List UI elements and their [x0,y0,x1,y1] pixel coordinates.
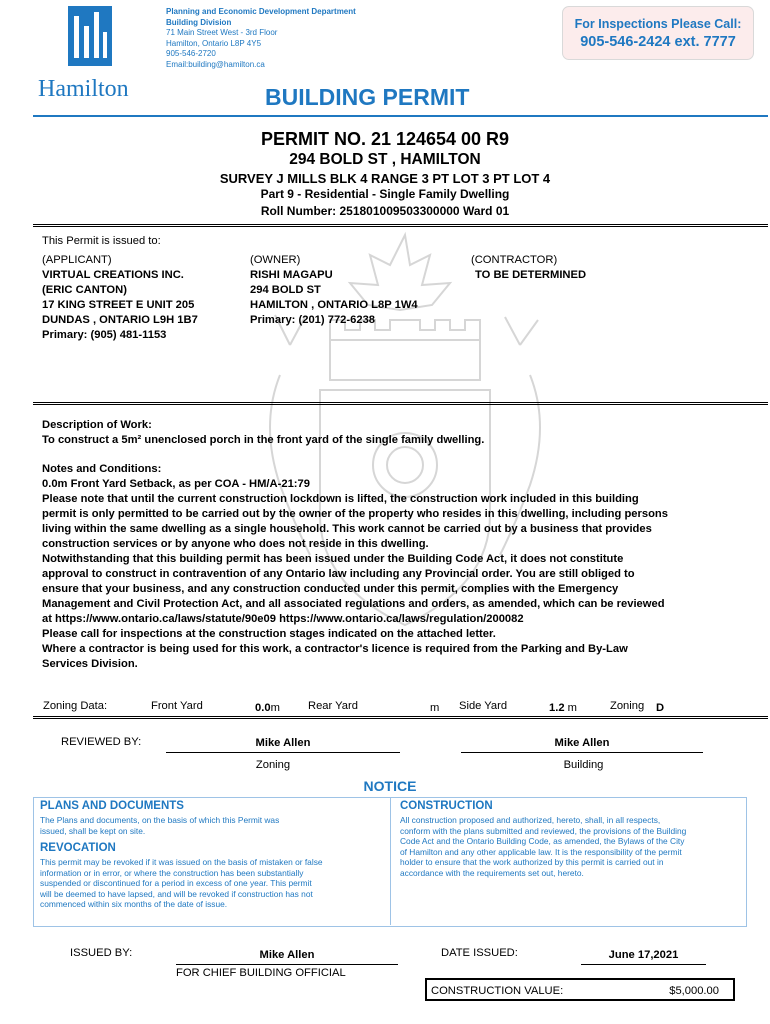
revocation-line: suspended or discontinued for a period in excess of one year. This permit [40,878,312,888]
note-line: living within the same dwelling as a single household. This work cannot be carried out by a business that provides [42,523,652,535]
construction-line: holder to ensure that the work authorized by this permit is carried out in [400,857,664,867]
zoning-reviewer-role: Zoning [255,759,291,771]
inspections-callout [562,6,754,60]
legal-description: SURVEY J MILLS BLK 4 RANGE 3 PT LOT 3 PT LOT 4 [219,171,551,186]
contractor-block [471,253,586,283]
plans-line: issued, shall be kept on site. [40,825,146,836]
construction-line: of Hamilton and any other applicable law. It is the responsibility of the permit [400,846,682,857]
date-line [581,964,706,965]
owner-line: HAMILTON , ONTARIO L8P 1W4 [250,299,418,311]
note-line: permit is only permitted to be carried out by the owner of the property who resides in this dwelling, including persons [42,508,668,520]
note-line: Services Division. [42,658,138,670]
revocation-line: information or in error, or where the construction has been substantially [40,867,304,878]
building-reviewer-name: Mike Allen [554,737,610,749]
note-line: Please call for inspections at the construction stages indicated on the attached letter. [42,628,496,640]
divider [33,402,768,403]
signature-line [461,752,703,753]
department-address [166,7,356,70]
construction-line: accordance with the requirements set out, hereto. [400,867,584,878]
divider [33,404,768,405]
permit-class: Part 9 - Residential - Single Family Dwelling [260,187,510,201]
roll-number: Roll Number: 251801009503300000 Ward 01 [260,204,510,218]
construction-value-box [425,978,735,1001]
divider [33,226,768,227]
applicant-line: (ERIC CANTON) [42,284,127,296]
notice-divider [390,797,391,925]
notes-body [42,477,762,672]
applicant-block [42,253,198,343]
zoning-reviewer-name: Mike Allen [255,737,311,749]
title-divider [33,115,768,117]
department-name: Planning and Economic Development Department [166,7,356,16]
revocation-line: This permit may be revoked if it was issued on the basis of mistaken or false [40,857,323,867]
hamilton-logo [30,6,150,106]
owner-line: RISHI MAGAPU [250,269,333,281]
date-issued-label: DATE ISSUED: [441,947,518,959]
plans-section [40,800,385,910]
email-line: Email:building@hamilton.ca [166,59,265,69]
issuer-name: Mike Allen [259,949,315,961]
issuer-title: FOR CHIEF BUILDING OFFICIAL [176,967,346,979]
signature-line [176,964,398,965]
description-text: To construct a 5m² unenclosed porch in the front yard of the single family dwelling. [42,434,485,446]
building-reviewer-role: Building [563,759,604,771]
note-line: ensure that your business, and any construction conducted under this permit, complies with the Emergency [42,583,619,595]
zoning-label: Zoning Data: [43,700,108,712]
zoning-code-value: D [656,702,665,714]
applicant-line: VIRTUAL CREATIONS INC. [42,269,184,281]
note-line: 0.0m Front Yard Setback, as per COA - HM/A-21:79 [42,478,310,490]
side-yard-value: 1.2 m [549,702,577,714]
logo-wordmark: Hamilton [38,76,129,102]
applicant-line: DUNDAS , ONTARIO L9H 1B7 [42,314,198,326]
owner-line: Primary: (201) 772-6238 [250,314,376,326]
side-yard-label: Side Yard [459,700,508,712]
note-line: at https://www.ontario.ca/laws/statute/90e09 https://www.ontario.ca/laws/regulation/200082 [42,613,524,625]
document-title: BUILDING PERMIT [265,84,470,110]
divider [33,716,768,717]
inspections-phone: 905-546-2424 ext. 7777 [580,34,736,50]
date-issued-value: June 17,2021 [608,949,679,961]
phone-line: 905-546-2720 [166,49,216,58]
address-line: 71 Main Street West - 3rd Floor [166,28,278,37]
divider [33,718,768,719]
notes-label: Notes and Conditions: [42,463,162,475]
construction-section [400,800,745,878]
owner-block [250,253,418,328]
issued-by-label: ISSUED BY: [70,947,133,959]
plans-line: The Plans and documents, on the basis of which this Permit was [40,815,280,825]
note-line: Management and Civil Protection Act, and all associated regulations and orders, as amended, which can be reviewed [42,598,665,610]
contractor-line: TO BE DETERMINED [475,269,587,281]
construction-line: Code Act and the Ontario Building Code, as amended, the Bylaws of the City [400,836,685,846]
front-yard-value: 0.0m [255,702,280,714]
note-line: construction services or by anyone who does not reside in this dwelling. [42,538,429,550]
zoning-code-label: Zoning [610,700,645,712]
construction-value: $5,000.00 [669,985,719,997]
applicant-role: (APPLICANT) [42,254,112,266]
owner-line: 294 BOLD ST [250,284,321,296]
signature-line [166,752,400,753]
issued-to-label: This Permit is issued to: [42,235,161,247]
plans-heading: PLANS AND DOCUMENTS [40,800,184,812]
notice-title: NOTICE [363,778,417,794]
inspections-label: For Inspections Please Call: [574,17,742,31]
note-line: Where a contractor is being used for this work, a contractor's licence is required from the Parking and By-Law [42,643,628,655]
construction-line: conform with the plans submitted and reviewed, the provisions of the Building [400,825,687,836]
applicant-line: Primary: (905) 481-1153 [42,329,167,341]
contractor-role: (CONTRACTOR) [471,254,558,266]
note-line: approval to construct in contravention of any Ontario law including any Provincial order. You are still obliged to [42,568,635,580]
description-label: Description of Work: [42,419,152,431]
construction-heading: CONSTRUCTION [400,800,493,812]
revocation-line: will be deemed to have lapsed, and will be revoked if construction has not [40,888,313,899]
divider [33,224,768,225]
note-line: Notwithstanding that this building permit has been issued under the Building Code Act, it does not constitute [42,553,624,565]
front-yard-label: Front Yard [151,700,203,712]
revocation-heading: REVOCATION [40,842,116,854]
permit-number: PERMIT NO. 21 124654 00 R9 [260,129,510,149]
construction-value-label: CONSTRUCTION VALUE: [431,985,564,997]
reviewed-by-label: REVIEWED BY: [61,736,142,748]
division-name: Building Division [166,17,232,27]
rear-yard-unit: m [430,702,440,714]
revocation-line: commenced within six months of the date of issue. [40,899,228,909]
construction-line: All construction proposed and authorized, hereto, shall, in all respects, [400,815,661,825]
applicant-line: 17 KING STREET E UNIT 205 [42,299,195,311]
permit-address: 294 BOLD ST , HAMILTON [289,151,481,168]
rear-yard-label: Rear Yard [308,700,358,712]
owner-role: (OWNER) [250,254,301,266]
address-line: Hamilton, Ontario L8P 4Y5 [166,38,262,48]
note-line: Please note that until the current construction lockdown is lifted, the construction work included in this building [42,493,639,505]
